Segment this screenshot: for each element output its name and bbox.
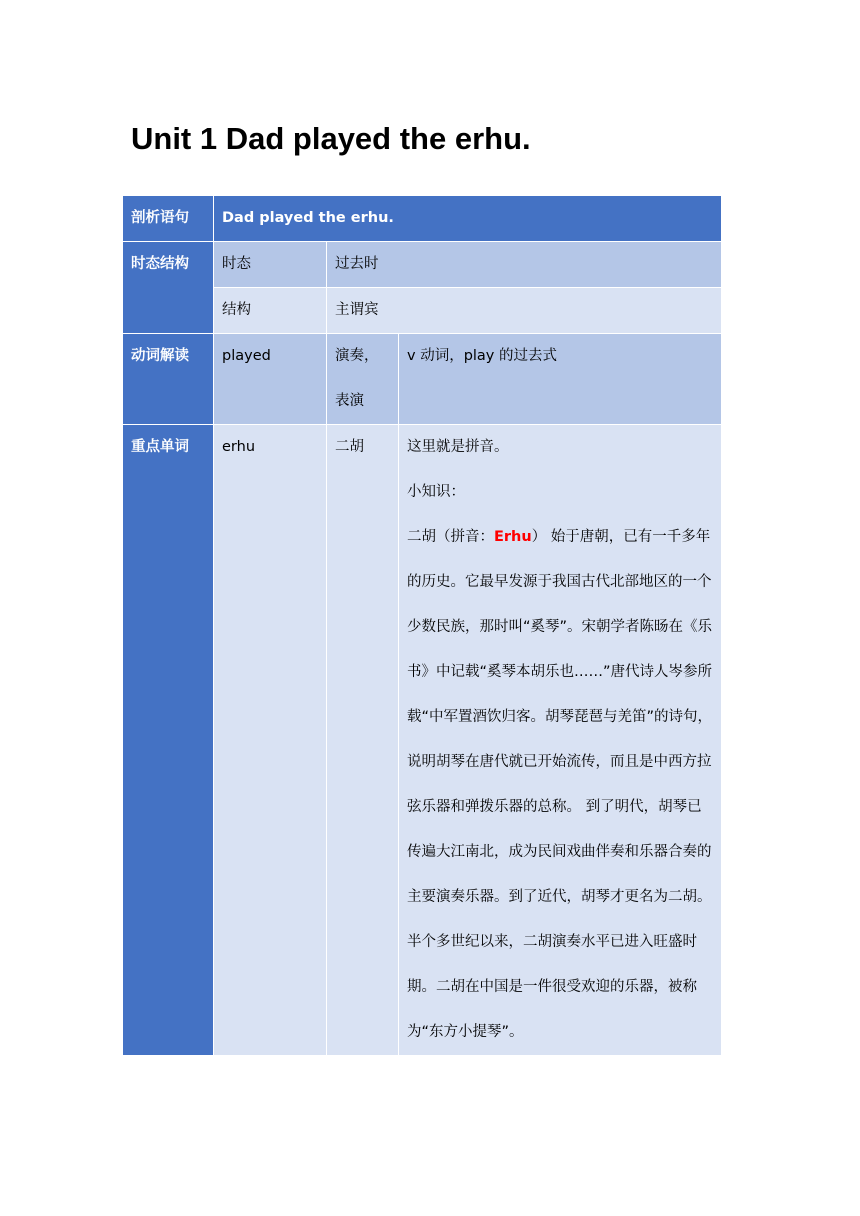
keyword-row: [123, 425, 722, 1056]
tense-structure-label: 时态结构: [123, 242, 214, 334]
keyword-word: erhu: [214, 425, 327, 1056]
structure-key: 结构: [214, 288, 327, 334]
analysis-table: [122, 195, 722, 1056]
keyword-note-paragraph: [407, 515, 715, 1055]
keyword-note-line1: 这里就是拼音。: [407, 439, 509, 455]
tense-value: 过去时: [327, 242, 722, 288]
verb-label: 动词解读: [123, 334, 214, 425]
verb-meaning: 演奏，表演: [327, 334, 399, 425]
sentence-row: [123, 196, 722, 242]
tense-row: [123, 242, 722, 288]
pinyin-highlight: Erhu: [494, 529, 532, 545]
verb-word: played: [214, 334, 327, 425]
keyword-note: [399, 425, 722, 1056]
verb-row: [123, 334, 722, 425]
tense-key: 时态: [214, 242, 327, 288]
keyword-note-prefix: 二胡（拼音：: [407, 529, 494, 545]
verb-note: v 动词，play 的过去式: [399, 334, 722, 425]
keyword-note-line2: 小知识：: [407, 484, 465, 500]
page-title: Unit 1 Dad played the erhu.: [131, 121, 531, 156]
structure-value: 主谓宾: [327, 288, 722, 334]
sentence-value: Dad played the erhu.: [214, 196, 722, 242]
sentence-label: 剖析语句: [123, 196, 214, 242]
keyword-note-suffix: ） 始于唐朝，已有一千多年的历史。它最早发源于我国古代北部地区的一个少数民族，那时叫“奚琴”。宋朝学者陈旸在《乐书》中记载“奚琴本胡乐也……”唐代诗人岑参所载“中军置酒饮归客。胡琴琵琶与羌笛”的诗句，说明胡琴在唐代就已开始流传，而且是中西方拉弦乐器和弹拨乐器的总称。 到了明代，胡琴已传遍大江南北，成为民间戏曲伴奏和乐器合奏的主要演奏乐器。到了近代，胡琴才更名为二胡。半个多世纪以来，二胡演奏水平已进入旺盛时期。二胡在中国是一件很受欢迎的乐器，被称为“东方小提琴”。: [407, 529, 713, 1040]
keyword-label: 重点单词: [123, 425, 214, 1056]
keyword-meaning: 二胡: [327, 425, 399, 1056]
